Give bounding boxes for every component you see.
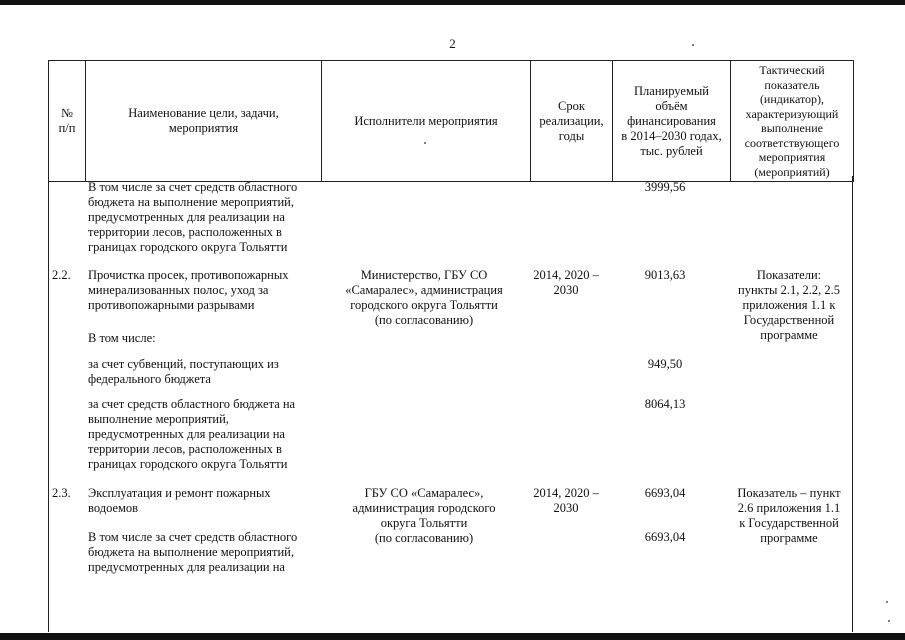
row-5-term: 2014, 2020 – 2030 bbox=[533, 486, 599, 515]
header-num: № п/п bbox=[49, 61, 86, 182]
scan-speck bbox=[424, 142, 426, 144]
scan-speck bbox=[692, 44, 694, 46]
row-1-financing: 9013,63 bbox=[644, 268, 686, 282]
scan-speck bbox=[888, 620, 890, 622]
bottom-border bbox=[0, 633, 905, 640]
left-rule bbox=[48, 176, 49, 632]
row-1-executors: Министерство, ГБУ СО «Самаралес», администрация городского округа Тольятти (по согласованию) bbox=[345, 268, 503, 327]
row-5-financing: 6693,04 bbox=[644, 486, 686, 500]
row-0-name: В том числе за счет средств областного бюджета на выполнение мероприятий, предусмотренных для реализации на территории лесов, расположенных в границах городского округа Тольятти bbox=[88, 180, 298, 254]
header-indicator: Тактический показатель (индикатор), характеризующий выполнение соответствующего мероприятия (мероприятий) bbox=[731, 61, 854, 182]
row-4-name: за счет средств областного бюджета на выполнение мероприятий, предусмотренных для реализации на территории лесов, расположенных в границах городского округа Тольятти bbox=[88, 397, 296, 471]
scan-speck bbox=[886, 601, 888, 603]
row-1-num: 2.2. bbox=[52, 268, 71, 282]
top-border bbox=[0, 0, 905, 5]
row-5-name: Эксплуатация и ремонт пожарных водоемов bbox=[88, 486, 271, 515]
row-2-name: В том числе: bbox=[88, 331, 156, 345]
table-header bbox=[48, 60, 854, 182]
header-financing: Планируемый объём финансирования в 2014–2030 годах, тыс. рублей bbox=[613, 61, 731, 182]
row-1-term: 2014, 2020 – 2030 bbox=[533, 268, 599, 297]
row-0-financing: 3999,56 bbox=[644, 180, 686, 194]
row-5-executors: ГБУ СО «Самаралес», администрация городского округа Тольятти (по согласованию) bbox=[352, 486, 496, 545]
row-1-indicator: Показатели: пункты 2.1, 2.2, 2.5 приложения 1.1 к Государственной программе bbox=[738, 268, 840, 342]
header-executors: Исполнители мероприятия bbox=[322, 61, 531, 182]
right-rule bbox=[852, 176, 853, 632]
row-3-name: за счет субвенций, поступающих из федерального бюджета bbox=[88, 357, 279, 386]
header-term: Срок реализации, годы bbox=[531, 61, 613, 182]
page-number: 2 bbox=[449, 36, 456, 51]
row-5-num: 2.3. bbox=[52, 486, 71, 500]
row-3-financing: 949,50 bbox=[647, 357, 683, 371]
row-5-indicator: Показатель – пункт 2.6 приложения 1.1 к Государственной программе bbox=[737, 486, 841, 545]
row-4-financing: 8064,13 bbox=[644, 397, 686, 411]
row-1-name: Прочистка просек, противопожарных минерализованных полос, уход за противопожарными разрывами bbox=[88, 268, 289, 312]
row-6-financing: 6693,04 bbox=[644, 530, 686, 544]
header-name: Наименование цели, задачи, мероприятия bbox=[86, 61, 322, 182]
row-6-name: В том числе за счет средств областного бюджета на выполнение мероприятий, предусмотренных для реализации на bbox=[88, 530, 298, 574]
